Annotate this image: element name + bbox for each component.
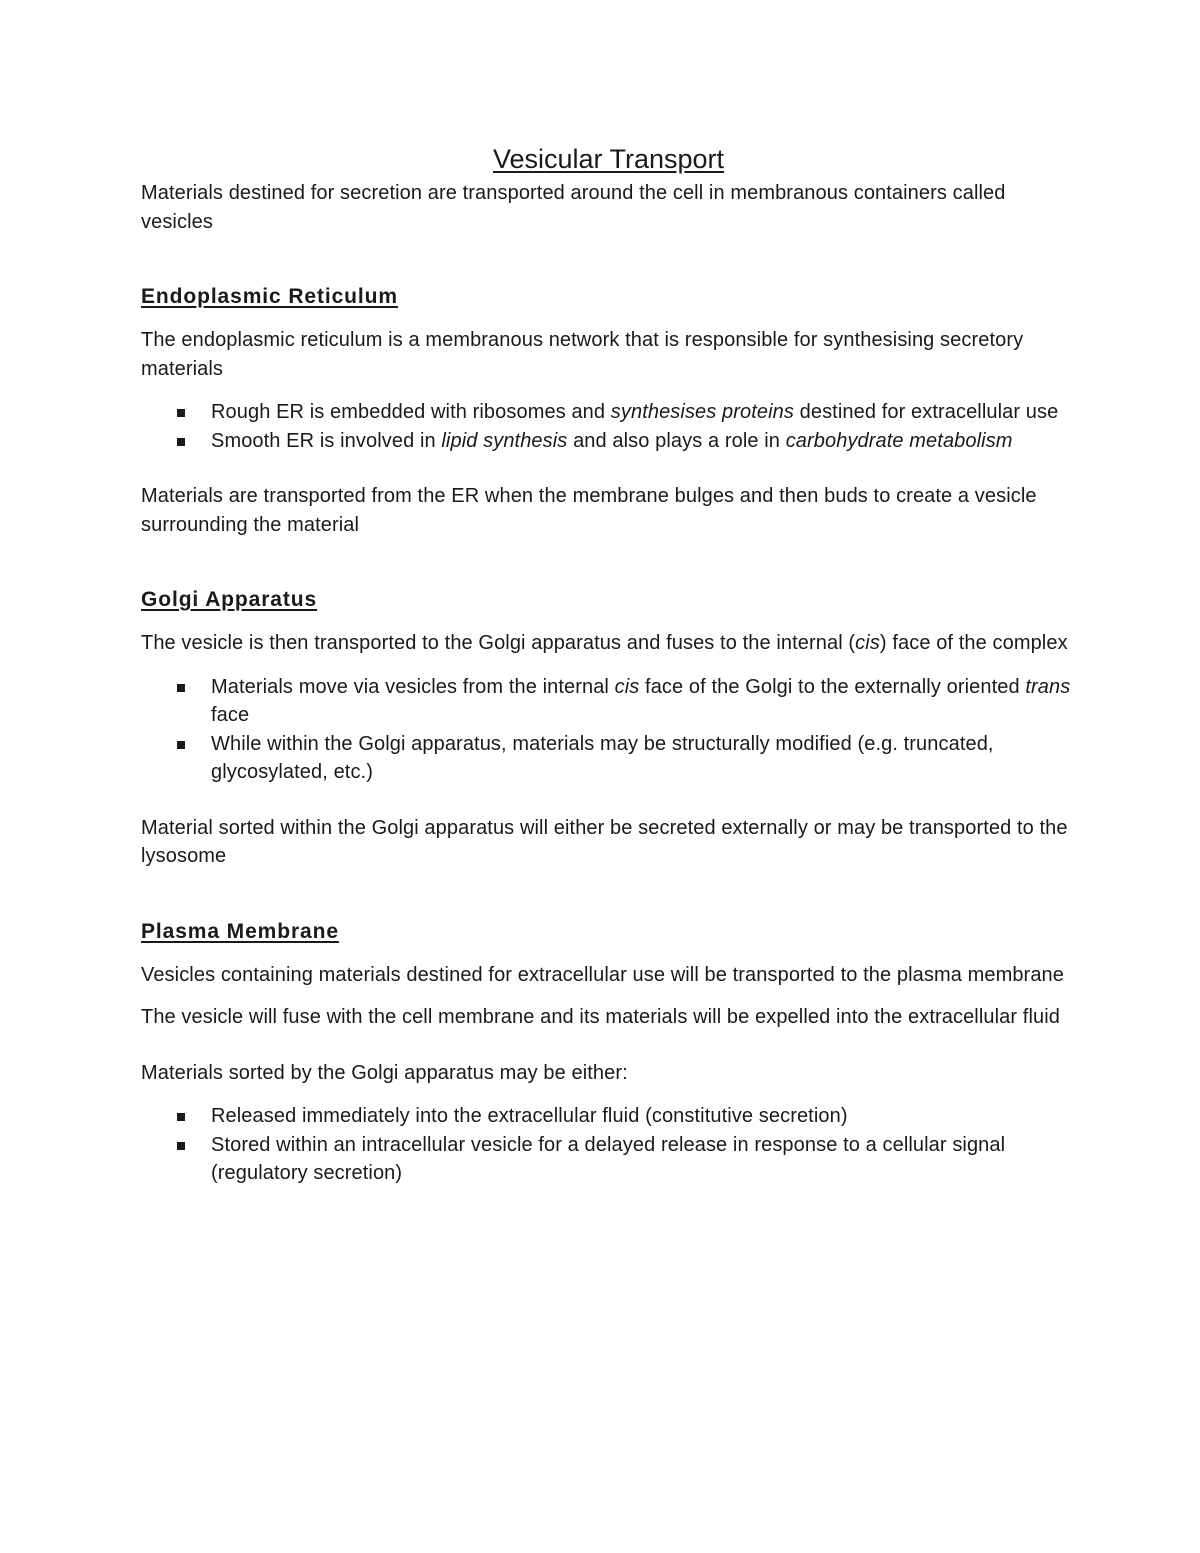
list-item: Rough ER is embedded with ribosomes and synthesises proteins destined for extracellular use (211, 398, 1076, 427)
golgi-bullet-list (141, 673, 1076, 787)
intro-paragraph: Materials destined for secretion are transported around the cell in membranous containers called vesicles (141, 182, 1006, 233)
pm-paragraph-3: Materials sorted by the Golgi apparatus may be either: (141, 1061, 628, 1084)
list-item: Smooth ER is involved in lipid synthesis and also plays a role in carbohydrate metabolism (211, 427, 1076, 456)
list-item: Materials move via vesicles from the internal cis face of the Golgi to the externally oriented trans face (211, 673, 1076, 730)
document-page (141, 140, 1076, 1188)
list-item: While within the Golgi apparatus, materials may be structurally modified (e.g. truncated, glycosylated, etc.) (211, 730, 1076, 787)
bullet-square-icon (177, 1142, 185, 1150)
page-title: Vesicular Transport (492, 144, 725, 174)
section-heading-golgi: Golgi Apparatus (141, 588, 318, 611)
bullet-square-icon (177, 438, 185, 446)
pm-paragraph-2: The vesicle will fuse with the cell membrane and its materials will be expelled into the extracellular fluid (141, 1006, 1060, 1028)
pm-bullet-list (141, 1102, 1076, 1188)
er-paragraph-2: Materials are transported from the ER when the membrane bulges and then buds to create a vesicle surrounding the material (141, 485, 1037, 536)
golgi-paragraph-1: The vesicle is then transported to the Golgi apparatus and fuses to the internal (cis) face of the complex (141, 632, 1068, 654)
list-item: Released immediately into the extracellular fluid (constitutive secretion) (211, 1102, 1076, 1131)
bullet-square-icon (177, 409, 185, 417)
er-bullet-list (141, 398, 1076, 455)
er-paragraph-1: The endoplasmic reticulum is a membranous network that is responsible for synthesising secretory materials (141, 329, 1024, 380)
bullet-square-icon (177, 1113, 185, 1121)
list-item: Stored within an intracellular vesicle for a delayed release in response to a cellular signal (regulatory secretion) (211, 1131, 1076, 1188)
golgi-paragraph-2: Material sorted within the Golgi apparatus will either be secreted externally or may be transported to the lysosome (141, 816, 1068, 867)
section-heading-plasma-membrane: Plasma Membrane (141, 919, 339, 943)
bullet-square-icon (177, 684, 185, 692)
section-heading-er: Endoplasmic Reticulum (141, 285, 398, 308)
pm-paragraph-1: Vesicles containing materials destined for extracellular use will be transported to the plasma membrane (141, 963, 1064, 986)
bullet-square-icon (177, 741, 185, 749)
